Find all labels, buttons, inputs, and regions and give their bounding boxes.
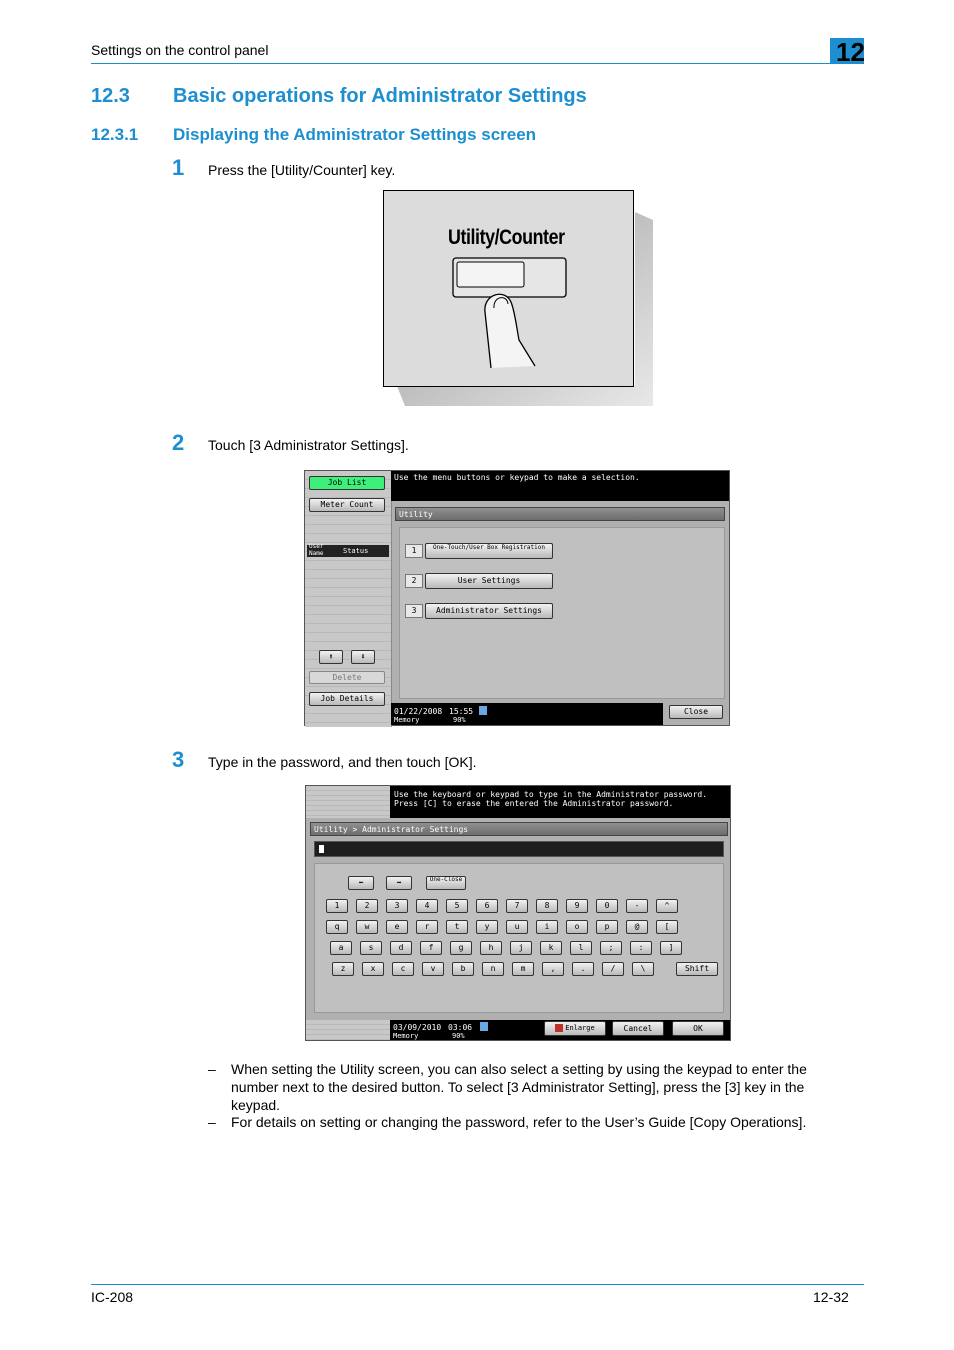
job-details-button[interactable]: Job Details [309,692,385,706]
keyboard-key[interactable]: ^ [656,899,678,913]
keyboard-key[interactable]: e [386,920,408,934]
keyboard-key[interactable]: v [422,962,444,976]
keyboard-key[interactable]: 0 [596,899,618,913]
keyboard-key[interactable]: p [596,920,618,934]
date: 01/22/2008 [394,707,443,716]
step-text: Type in the password, and then touch [OK]. [208,754,477,770]
memory-label: Memory [393,1032,419,1040]
left-arrow-icon: ⬅ [358,878,364,887]
menu-item-number: 2 [405,574,423,588]
running-head: Settings on the control panel [91,42,269,58]
cursor-icon [319,845,324,853]
keyboard-key[interactable]: o [566,920,588,934]
keyboard-key[interactable]: w [356,920,378,934]
keyboard-key[interactable]: l [570,941,592,955]
keyboard-key[interactable]: @ [626,920,648,934]
utility-counter-key-figure [383,190,653,406]
screen-title: Utility [395,507,725,521]
keyboard-key[interactable]: x [362,962,384,976]
keyboard-key[interactable]: c [392,962,414,976]
one-close-button[interactable]: One-Close [426,876,466,890]
footer-rule [91,1284,864,1285]
cancel-button[interactable]: Cancel [612,1021,664,1036]
password-input[interactable] [314,841,724,857]
subsection-title: Displaying the Administrator Settings screen [173,125,537,144]
message-line: Use the keyboard or keypad to type in the Administrator password. [394,790,708,799]
keyboard-key[interactable]: / [602,962,624,976]
bullet-text: For details on setting or changing the password, refer to the User’s Guide [Copy Operations]. [231,1114,807,1130]
scroll-up-button[interactable] [319,650,343,664]
section-title: Basic operations for Administrator Settings [173,85,587,107]
keyboard-key[interactable]: 8 [536,899,558,913]
one-touch-registration-button[interactable]: One-Touch/User Box Registration [425,543,553,559]
shift-key[interactable]: Shift [676,962,718,976]
menu-item-number: 1 [405,544,423,558]
menu-item-number: 3 [405,604,423,618]
keyboard-key[interactable]: j [510,941,532,955]
administrator-settings-button[interactable]: Administrator Settings [425,603,553,619]
keyboard-key[interactable]: y [476,920,498,934]
keyboard-key[interactable]: f [420,941,442,955]
keyboard-key[interactable]: 3 [386,899,408,913]
memory-value: 90% [452,1032,465,1040]
keyboard-key[interactable]: ; [600,941,622,955]
header-rule [91,63,864,64]
subsection-number: 12.3.1 [91,125,139,144]
password-screen [305,785,731,1041]
step-text: Press the [Utility/Counter] key. [208,162,396,178]
page-number: 12-32 [813,1289,849,1305]
keyboard-key[interactable]: t [446,920,468,934]
keyboard-key[interactable]: u [506,920,528,934]
cursor-left-button[interactable] [348,876,374,890]
keyboard-key[interactable]: k [540,941,562,955]
step-text: Touch [3 Administrator Settings]. [208,437,409,453]
keyboard-key[interactable]: q [326,920,348,934]
left-strip [306,786,390,818]
chapter-number: 12 [836,37,865,67]
delete-button[interactable]: Delete [309,671,385,684]
status-bar [391,703,663,725]
enlarge-icon [555,1024,563,1032]
keyboard-key[interactable]: m [512,962,534,976]
keyboard-key[interactable]: 9 [566,899,588,913]
utility-counter-key-label: Utility/Counter [448,226,565,249]
network-icon [479,706,487,715]
enlarge-button[interactable] [544,1021,606,1036]
bullet-dash: – [208,1114,216,1130]
status-bar [390,1020,540,1040]
breadcrumb: Utility > Administrator Settings [310,822,728,836]
keyboard-panel [314,863,724,1013]
left-strip-bottom [306,1020,390,1040]
bullet-text: When setting the Utility screen, you can also select a setting by using the keypad to enter the number next to the desired button. To select [3 Administrator Setting], press the [3] key in the keypad. [231,1061,807,1113]
close-button[interactable]: Close [669,705,723,719]
cursor-right-button[interactable] [386,876,412,890]
footer-doc-id: IC-208 [91,1289,134,1305]
enlarge-label: Enlarge [565,1024,595,1032]
keyboard-key[interactable]: , [542,962,564,976]
keyboard-key[interactable]: [ [656,920,678,934]
job-list-button[interactable]: Job List [309,476,385,490]
user-name-column: User Name [309,543,324,557]
keyboard-key[interactable]: - [626,899,648,913]
date: 03/09/2010 [393,1023,442,1032]
memory-value: 90% [453,716,466,724]
section-number: 12.3 [91,85,130,107]
keyboard-key[interactable]: i [536,920,558,934]
keyboard-key[interactable]: 2 [356,899,378,913]
keyboard-key[interactable]: 1 [326,899,348,913]
right-arrow-icon: ➡ [396,878,402,887]
keyboard-key[interactable]: a [330,941,352,955]
job-list-header [307,545,389,557]
keyboard-key[interactable]: . [572,962,594,976]
step-number: 2 [172,430,185,455]
bullet-dash: – [208,1061,216,1077]
ok-button[interactable]: OK [672,1021,724,1036]
keyboard-key[interactable]: \ [632,962,654,976]
scroll-down-button[interactable] [351,650,375,664]
time: 15:55 [449,707,474,716]
message-bar: Use the menu buttons or keypad to make a selection. [391,471,729,501]
up-arrow-icon: ⬆ [328,652,334,661]
keyboard-key[interactable]: r [416,920,438,934]
keyboard-key[interactable]: 5 [446,899,468,913]
keyboard-key[interactable]: : [630,941,652,955]
network-icon [480,1022,488,1031]
status-column: Status [343,547,369,555]
keyboard-key[interactable]: d [390,941,412,955]
user-settings-button[interactable]: User Settings [425,573,553,589]
meter-count-button[interactable]: Meter Count [309,498,385,512]
keyboard-key[interactable]: 4 [416,899,438,913]
step-number: 3 [172,747,185,772]
keyboard-key[interactable]: 6 [476,899,498,913]
memory-label: Memory [394,716,420,724]
down-arrow-icon: ⬇ [360,652,366,661]
step-number: 1 [172,155,185,180]
keyboard-key[interactable]: s [360,941,382,955]
keyboard-key[interactable]: n [482,962,504,976]
keyboard-key[interactable]: 7 [506,899,528,913]
keyboard-key[interactable]: b [452,962,474,976]
keyboard-key[interactable]: g [450,941,472,955]
message-bar [390,786,730,818]
keyboard-key[interactable]: h [480,941,502,955]
utility-screen [304,470,730,726]
keyboard-key[interactable]: z [332,962,354,976]
message-line: Press [C] to erase the entered the Administrator password. [394,799,674,808]
time: 03:06 [448,1023,473,1032]
keyboard-key[interactable]: ] [660,941,682,955]
